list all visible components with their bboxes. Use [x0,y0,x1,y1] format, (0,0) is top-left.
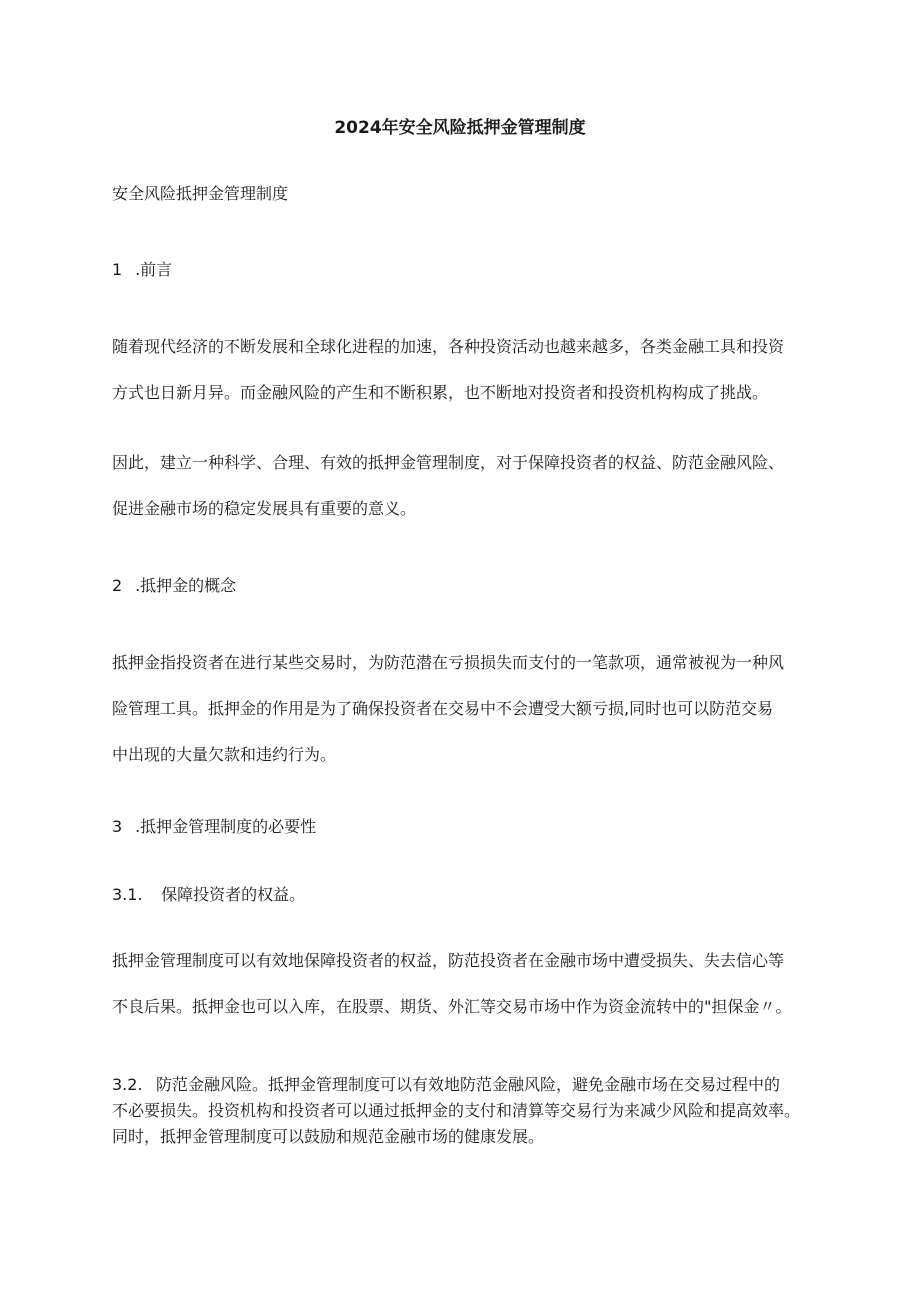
section-2-paragraph-1 [112,652,828,790]
paragraph-line: 不良后果。抵押金也可以入库，在股票、期货、外汇等交易市场中作为资金流转中的"担保金〃。 [112,997,792,1016]
subsection-3-1-heading [112,884,305,906]
paragraph-line: 抵押金指投资者在进行某些交易时，为防范潜在亏损损失而支付的一笔款项，通常被视为一种风 [112,653,785,672]
subsection-3-2-paragraph [112,1074,828,1152]
subsection-3-2-title: 防范金融风险。抵押金管理制度可以有效地防范金融风险，避免金融市场在交易过程中的 [156,1075,781,1094]
paragraph-line: 抵押金管理制度可以有效地保障投资者的权益，防范投资者在金融市场中遭受损失、失去信心等 [112,951,785,970]
section-1-number: 1 [112,260,123,279]
subsection-3-1-title: 保障投资者的权益。 [161,885,306,904]
section-3-title: .抵押金管理制度的必要性 [135,817,317,836]
subsection-3-2-number: 3.2. [112,1075,143,1094]
section-1-heading [112,259,172,281]
paragraph-line: 随着现代经济的不断发展和全球化进程的加速，各种投资活动也越来越多，各类金融工具和投资 [112,337,785,356]
paragraph-line: 方式也日新月异。而金融风险的产生和不断积累，也不断地对投资者和投资机构构成了挑战。 [112,383,769,402]
document-subtitle: 安全风险抵押金管理制度 [112,184,289,203]
paragraph-line: 同时，抵押金管理制度可以鼓励和规范金融市场的健康发展。 [112,1127,545,1146]
section-1-paragraph-1 [112,336,828,428]
section-1-paragraph-2 [112,452,828,544]
section-3-heading [112,816,316,838]
subsection-3-1-number: 3.1. [112,885,143,904]
document-title: 2024年安全风险抵押金管理制度 [334,118,586,138]
paragraph-line: 促进金融市场的稳定发展具有重要的意义。 [112,499,417,518]
section-2-title: .抵押金的概念 [135,576,237,595]
paragraph-line: 因此，建立一种科学、合理、有效的抵押金管理制度，对于保障投资者的权益、防范金融风险、 [112,453,785,472]
subsection-3-2-heading [112,1074,828,1100]
section-2-heading [112,575,236,597]
section-3-number: 3 [112,817,123,836]
paragraph-line: 中出现的大量欠款和违约行为。 [112,745,337,764]
section-1-title: .前言 [135,260,173,279]
subsection-3-1-paragraph [112,950,828,1042]
paragraph-line: 险管理工具。抵押金的作用是为了确保投资者在交易中不会遭受大额亏损,同时也可以防范交易 [112,699,774,718]
section-2-number: 2 [112,576,123,595]
paragraph-line: 不必要损失。投资机构和投资者可以通过抵押金的支付和清算等交易行为来减少风险和提高效率。 [112,1101,801,1120]
